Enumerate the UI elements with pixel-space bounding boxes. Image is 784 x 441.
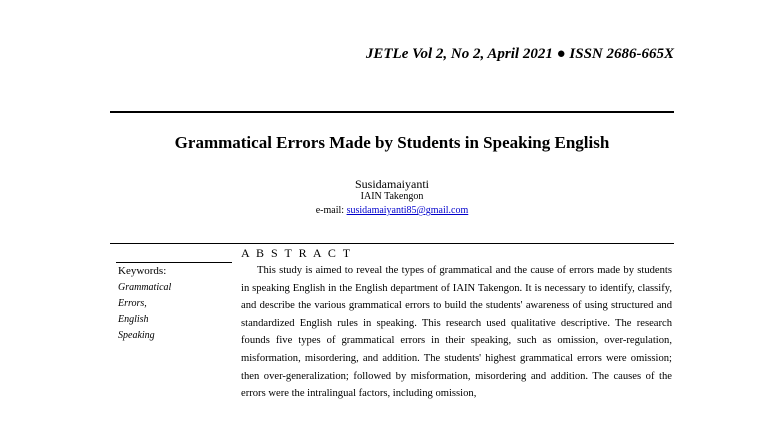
- keyword-term: Speaking: [118, 330, 155, 341]
- author-name: Susidamaiyanti: [355, 177, 429, 191]
- abstract-rule: [110, 243, 674, 244]
- journal-header: JETLe Vol 2, No 2, April 2021 ● ISSN 2686-665X: [365, 46, 674, 62]
- keyword-term: English: [118, 314, 149, 325]
- email-link[interactable]: susidamaiyanti85@gmail.com: [346, 205, 469, 216]
- paper-title: Grammatical Errors Made by Students in Speaking English: [174, 133, 610, 152]
- keyword-term: Grammatical: [118, 282, 172, 293]
- header-rule: [110, 111, 674, 113]
- abstract-heading: A B S T R A C T: [241, 246, 353, 260]
- keyword-term: Errors,: [118, 298, 147, 309]
- keywords-block: [118, 263, 228, 344]
- abstract-body: This study is aimed to reveal the types of grammatical and the cause of errors made by students in speaking English in the English department of IAIN Takengon. It is necessary to identify, classify, and describe the various grammatical errors to build the students' awareness of using structured and standardized English rules in speaking. This research used qualitative descriptive. The research founds five types of grammatical errors in their speaking, such as omission, over-regulation, misformation, misordering, and addition. The students' highest grammatical errors were omission; then over-generalization; followed by misformation, misordering and addition. The causes of the errors were the intralingual factors, including omission,: [241, 265, 672, 400]
- email-line: [110, 205, 674, 216]
- author-affiliation: IAIN Takengon: [360, 191, 424, 202]
- keywords-label: Keywords:: [118, 265, 167, 277]
- email-prefix: e-mail:: [315, 205, 347, 216]
